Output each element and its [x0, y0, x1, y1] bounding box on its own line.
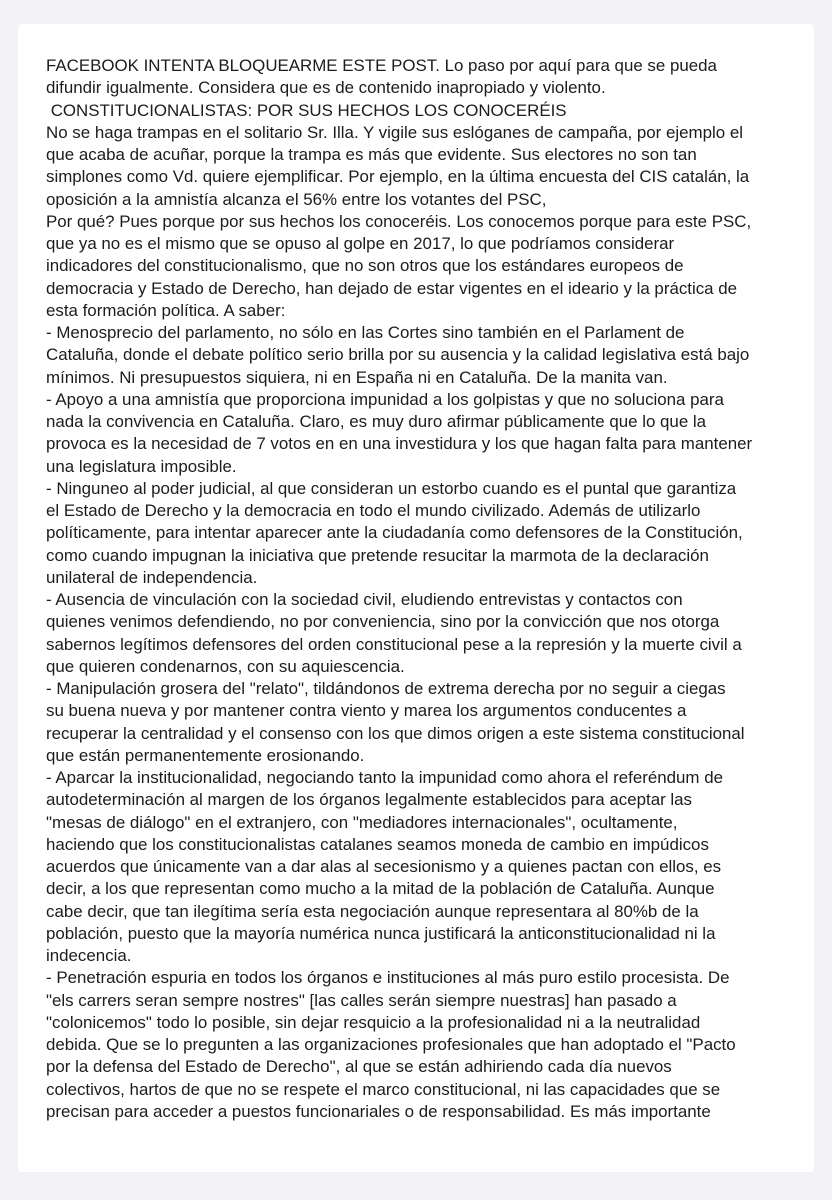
text-line: recuperar la centralidad y el consenso con los que dimos origen a este sistema constitucional	[46, 723, 745, 743]
text-line: población, puesto que la mayoría numérica nunca justificará la anticonstitucionalidad ni la	[46, 923, 716, 943]
text-line: difundir igualmente. Considera que es de contenido inapropiado y violento.	[46, 78, 606, 98]
text-line: colectivos, hartos de que no se respete el marco constitucional, ni las capacidades que se	[46, 1079, 721, 1099]
text-line: FACEBOOK INTENTA BLOQUEARME ESTE POST. Lo paso por aquí para que se pueda	[46, 56, 717, 75]
text-line: quienes venimos defendiendo, no por conveniencia, sino por la convicción que nos otorga	[46, 612, 720, 632]
text-line: que acaba de acuñar, porque la trampa es más que evidente. Sus electores no son tan	[46, 145, 697, 164]
text-line: oposición a la amnistía alcanza el 56% entre los votantes del PSC,	[46, 189, 547, 209]
text-line: como cuando impugnan la iniciativa que pretende resucitar la marmota de la declaración	[46, 545, 709, 565]
text-line: políticamente, para intentar aparecer ante la ciudadanía como defensores de la Constitución,	[46, 523, 743, 543]
text-line: simplones como Vd. quiere ejemplificar. Por ejemplo, en la última encuesta del CIS catalán, la	[46, 167, 750, 187]
list-item-line: - Penetración espuria en todos los órganos e instituciones al más puro estilo procesista. De	[46, 968, 730, 988]
text-line: indicadores del constitucionalismo, que no son otros que los estándares europeos de	[46, 256, 684, 276]
text-line: sabernos legítimos defensores del orden constitucional pese a la represión y la muerte civil a	[46, 634, 742, 654]
text-line: que quieren condenarnos, con su aquiescencia.	[46, 656, 405, 676]
text-line: democracia y Estado de Derecho, han dejado de estar vigentes en el ideario y la práctica de	[46, 278, 738, 298]
text-line: que ya no es el mismo que se opuso al golpe en 2017, lo que podríamos considerar	[46, 234, 675, 253]
list-item-line: - Menosprecio del parlamento, no sólo en las Cortes sino también en el Parlament de	[46, 323, 685, 342]
text-line: mínimos. Ni presupuestos siquiera, ni en España ni en Cataluña. De la manita van.	[46, 367, 668, 387]
text-line: Por qué? Pues porque por sus hechos los conoceréis. Los conocemos porque para este PSC,	[46, 211, 752, 231]
text-line: por la defensa del Estado de Derecho", al que se están adhiriendo cada día nuevos	[46, 1057, 672, 1077]
list-item-line: - Ausencia de vinculación con la sociedad civil, eludiendo entrevistas y contactos con	[46, 590, 683, 609]
text-line: "els carrers seran sempre nostres" [las calles serán siempre nuestras] han pasado a	[46, 990, 677, 1010]
text-line: "mesas de diálogo" en el extranjero, con "mediadores internacionales", ocultamente,	[46, 812, 678, 832]
list-item-line: - Apoyo a una amnistía que proporciona impunidad a los golpistas y que no soluciona para	[46, 389, 724, 409]
text-line: autodeterminación al margen de los órganos legalmente establecidos para aceptar las	[46, 790, 692, 810]
text-line: indecencia.	[46, 946, 132, 965]
text-line: "colonicemos" todo lo posible, sin dejar resquicio a la profesionalidad ni a la neutralidad	[46, 1012, 701, 1032]
text-line: acuerdos que únicamente van a dar alas al secesionismo y a quienes pactan con ellos, es	[46, 857, 722, 876]
text-line: precisan para acceder a puestos funcionariales o de responsabilidad. Es más importante	[46, 1101, 711, 1121]
list-item-line: - Aparcar la institucionalidad, negociando tanto la impunidad como ahora el referéndum de	[46, 768, 723, 787]
text-line: nada la convivencia en Cataluña. Claro, es muy duro afirmar públicamente que lo que la	[46, 412, 707, 431]
text-line: una legislatura imposible.	[46, 456, 237, 476]
text-line: debida. Que se lo pregunten a las organizaciones profesionales que han adoptado el "Pacto	[46, 1035, 736, 1054]
text-line: su buena nueva y por mantener contra viento y marea los argumentos conducentes a	[46, 701, 687, 721]
list-item-line: - Ninguneo al poder judicial, al que consideran un estorbo cuando es el puntal que garantiza	[46, 478, 737, 498]
text-line: que están permanentemente erosionando.	[46, 745, 365, 765]
text-line: el Estado de Derecho y la democracia en todo el mundo civilizado. Además de utilizarlo	[46, 501, 701, 520]
text-line: No se haga trampas en el solitario Sr. Illa. Y vigile sus eslóganes de campaña, por ejemplo el	[46, 122, 743, 142]
heading-line: CONSTITUCIONALISTAS: POR SUS HECHOS LOS CONOCERÉIS	[46, 100, 567, 120]
text-line: haciendo que los constitucionalistas catalanes seamos moneda de cambio en impúdicos	[46, 834, 709, 854]
text-line: Cataluña, donde el debate político serio brilla por su ausencia y la calidad legislativa está bajo	[46, 345, 750, 365]
text-line: esta formación política. A saber:	[46, 300, 286, 320]
text-line: provoca es la necesidad de 7 votos en en una investidura y los que hagan falta para mantener	[46, 434, 753, 454]
list-item-line: - Manipulación grosera del "relato", tildándonos de extrema derecha por no seguir a ciegas	[46, 679, 726, 698]
text-line: unilateral de independencia.	[46, 567, 258, 587]
text-line: cabe decir, que tan ilegítima sería esta negociación aunque representara al 80%b de la	[46, 901, 699, 921]
text-line: decir, a los que representan como mucho a la mitad de la población de Cataluña. Aunque	[46, 879, 715, 899]
post-body	[46, 55, 806, 1123]
